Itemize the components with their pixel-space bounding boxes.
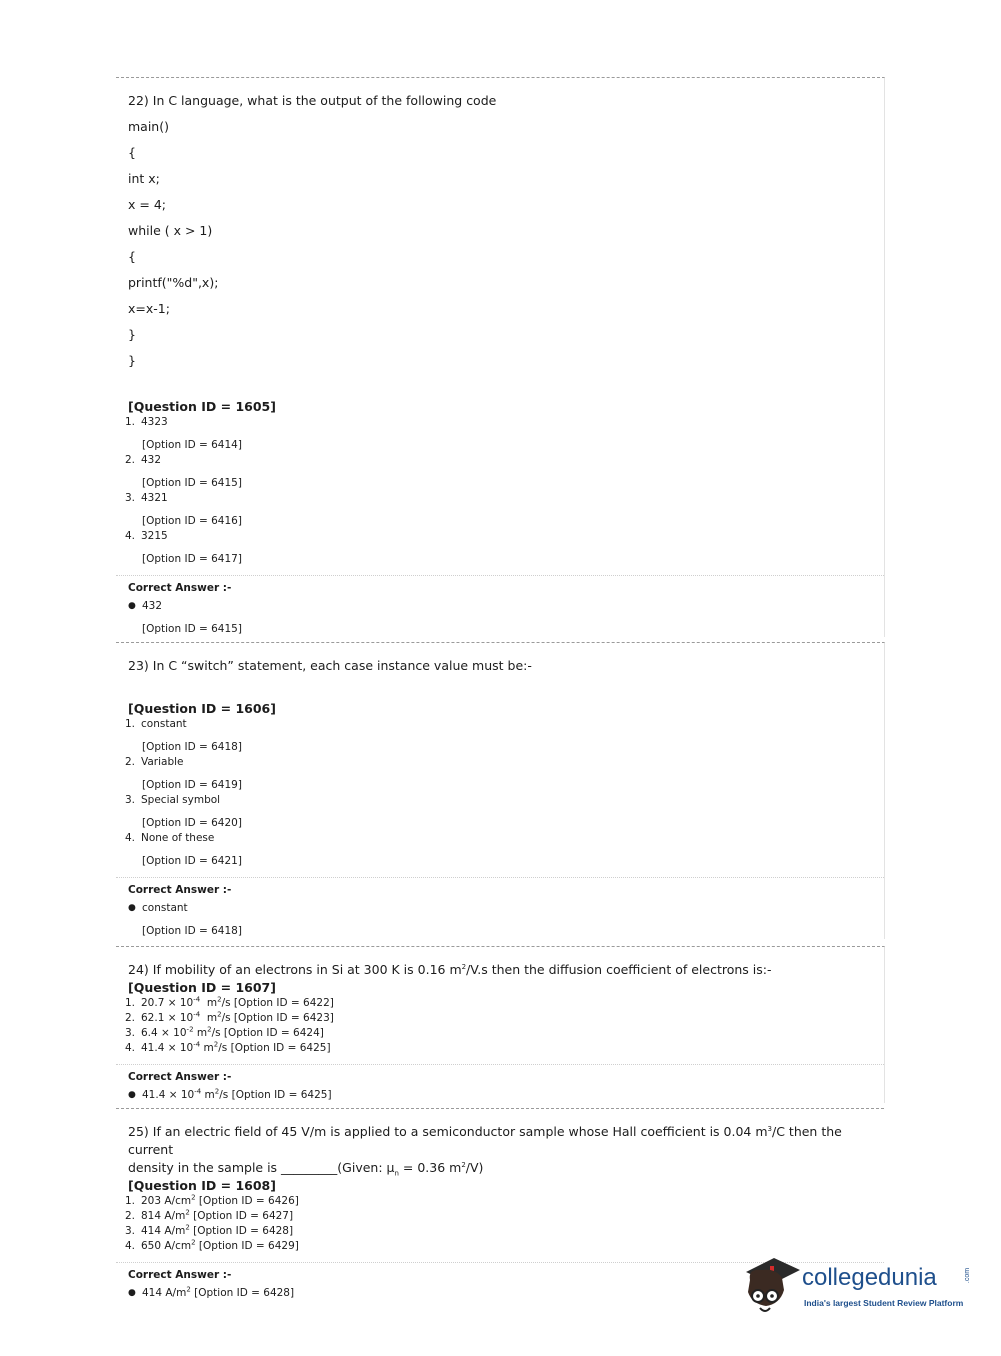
code-line: x=x-1; bbox=[128, 301, 170, 316]
option: 2. 814 $A/m^2$ [Option ID = 6427] bbox=[125, 1208, 294, 1222]
option-list bbox=[116, 717, 884, 869]
bullet-icon: ● bbox=[128, 601, 136, 611]
option: 1. 203 $A/cm^2$ [Option ID = 6426] bbox=[125, 1193, 299, 1207]
code-line: int x; bbox=[128, 171, 160, 186]
question-id: [Question ID = 1605] bbox=[128, 399, 276, 414]
bullet-icon: ● bbox=[128, 1288, 136, 1298]
option: 3. 414 $A/m^2$ [Option ID = 6428] bbox=[125, 1223, 294, 1237]
question-24 bbox=[116, 946, 885, 1103]
correct-option-id: [Option ID = 6415] bbox=[142, 623, 242, 635]
code-line: } bbox=[128, 327, 136, 342]
code-line: while ( x > 1) bbox=[128, 223, 213, 238]
correct-answer-label: Correct Answer :- bbox=[128, 582, 232, 594]
option: 1. $20.7 \times 10^{-4}$ $m^2/s$ [Option ID = 6422] bbox=[125, 995, 334, 1009]
question-22 bbox=[116, 77, 885, 637]
question-id: [Question ID = 1608] bbox=[128, 1178, 276, 1193]
correct-answer: ● 432 bbox=[128, 600, 163, 612]
question-id: [Question ID = 1606] bbox=[128, 701, 276, 716]
option: 4. 3215 bbox=[125, 530, 168, 542]
option: 1. 4323 bbox=[125, 416, 168, 428]
code-line: printf("%d",x); bbox=[128, 275, 219, 290]
bullet-icon: ● bbox=[128, 1090, 136, 1100]
collegedunia-logo bbox=[740, 1250, 980, 1322]
option: 1. constant bbox=[125, 718, 187, 730]
option: 3. Special symbol bbox=[125, 794, 221, 806]
option: 4. 650 $A/cm^2$ [Option ID = 6429] bbox=[125, 1238, 299, 1252]
question-23 bbox=[116, 642, 885, 939]
option: 2. Variable bbox=[125, 756, 184, 768]
question-id: [Question ID = 1607] bbox=[128, 980, 276, 995]
option: 2. $62.1 \times 10^{-4}$ $m^2/s$ [Option ID = 6423] bbox=[125, 1010, 334, 1024]
question-text: 23) In C “switch” statement, each case instance value must be:- bbox=[128, 658, 532, 673]
logo-name: collegedunia bbox=[802, 1264, 937, 1291]
option-id: [Option ID = 6419] bbox=[142, 779, 242, 791]
correct-answer-label: Correct Answer :- bbox=[128, 884, 232, 896]
code-line: x = 4; bbox=[128, 197, 166, 212]
question-text: 24) If mobility of an electrons in Si at 300 K is 0.16 $m^2/V.s$ then the diffusion coefficient of electrons is:- bbox=[128, 962, 772, 977]
option: 3. 4321 bbox=[125, 492, 168, 504]
option-list bbox=[116, 996, 884, 1056]
correct-answer: ● $41.4 \times 10^{-4}$ $m^2/s$ [Option ID = 6425] bbox=[128, 1087, 332, 1101]
correct-answer-label: Correct Answer :- bbox=[128, 1269, 232, 1281]
option-id: [Option ID = 6416] bbox=[142, 515, 242, 527]
option: 2. 432 bbox=[125, 454, 162, 466]
option-id: [Option ID = 6414] bbox=[142, 439, 242, 451]
option: 3. $6.4 \times 10^{-2}$ $m^2/s$ [Option ID = 6424] bbox=[125, 1025, 324, 1039]
option: 4. $41.4 \times 10^{-4}$ $m^2/s$ [Option ID = 6425] bbox=[125, 1040, 331, 1054]
code-line: } bbox=[128, 353, 136, 368]
option-id: [Option ID = 6415] bbox=[142, 477, 242, 489]
code-line: main() bbox=[128, 119, 169, 134]
option-id: [Option ID = 6421] bbox=[142, 855, 242, 867]
option-id: [Option ID = 6420] bbox=[142, 817, 242, 829]
correct-answer: ● 414 $A/m^2$ [Option ID = 6428] bbox=[128, 1285, 295, 1299]
correct-answer: ● constant bbox=[128, 902, 188, 914]
option-list bbox=[116, 415, 884, 567]
bullet-icon: ● bbox=[128, 903, 136, 913]
code-line: { bbox=[128, 145, 136, 160]
correct-answer-label: Correct Answer :- bbox=[128, 1071, 232, 1083]
question-text: 25) If an electric field of 45 V/m is applied to a semiconductor sample whose Hall coefficient is 0.04 $m^3/C$ then the current density in the sample is _________(Given: $\mu_n = 0.36$ $m^2/V$) bbox=[128, 1124, 842, 1178]
question-text: 22) In C language, what is the output of the following code bbox=[128, 93, 497, 108]
code-line: { bbox=[128, 249, 136, 264]
option-list bbox=[116, 1194, 884, 1254]
option: 4. None of these bbox=[125, 832, 215, 844]
option-id: [Option ID = 6418] bbox=[142, 741, 242, 753]
mascot-icon bbox=[740, 1250, 800, 1322]
option-id: [Option ID = 6417] bbox=[142, 553, 242, 565]
correct-option-id: [Option ID = 6418] bbox=[142, 925, 242, 937]
logo-tagline: India's largest Student Review Platform bbox=[804, 1298, 964, 1308]
code-block bbox=[116, 114, 884, 374]
logo-domain: .com bbox=[964, 1267, 972, 1284]
